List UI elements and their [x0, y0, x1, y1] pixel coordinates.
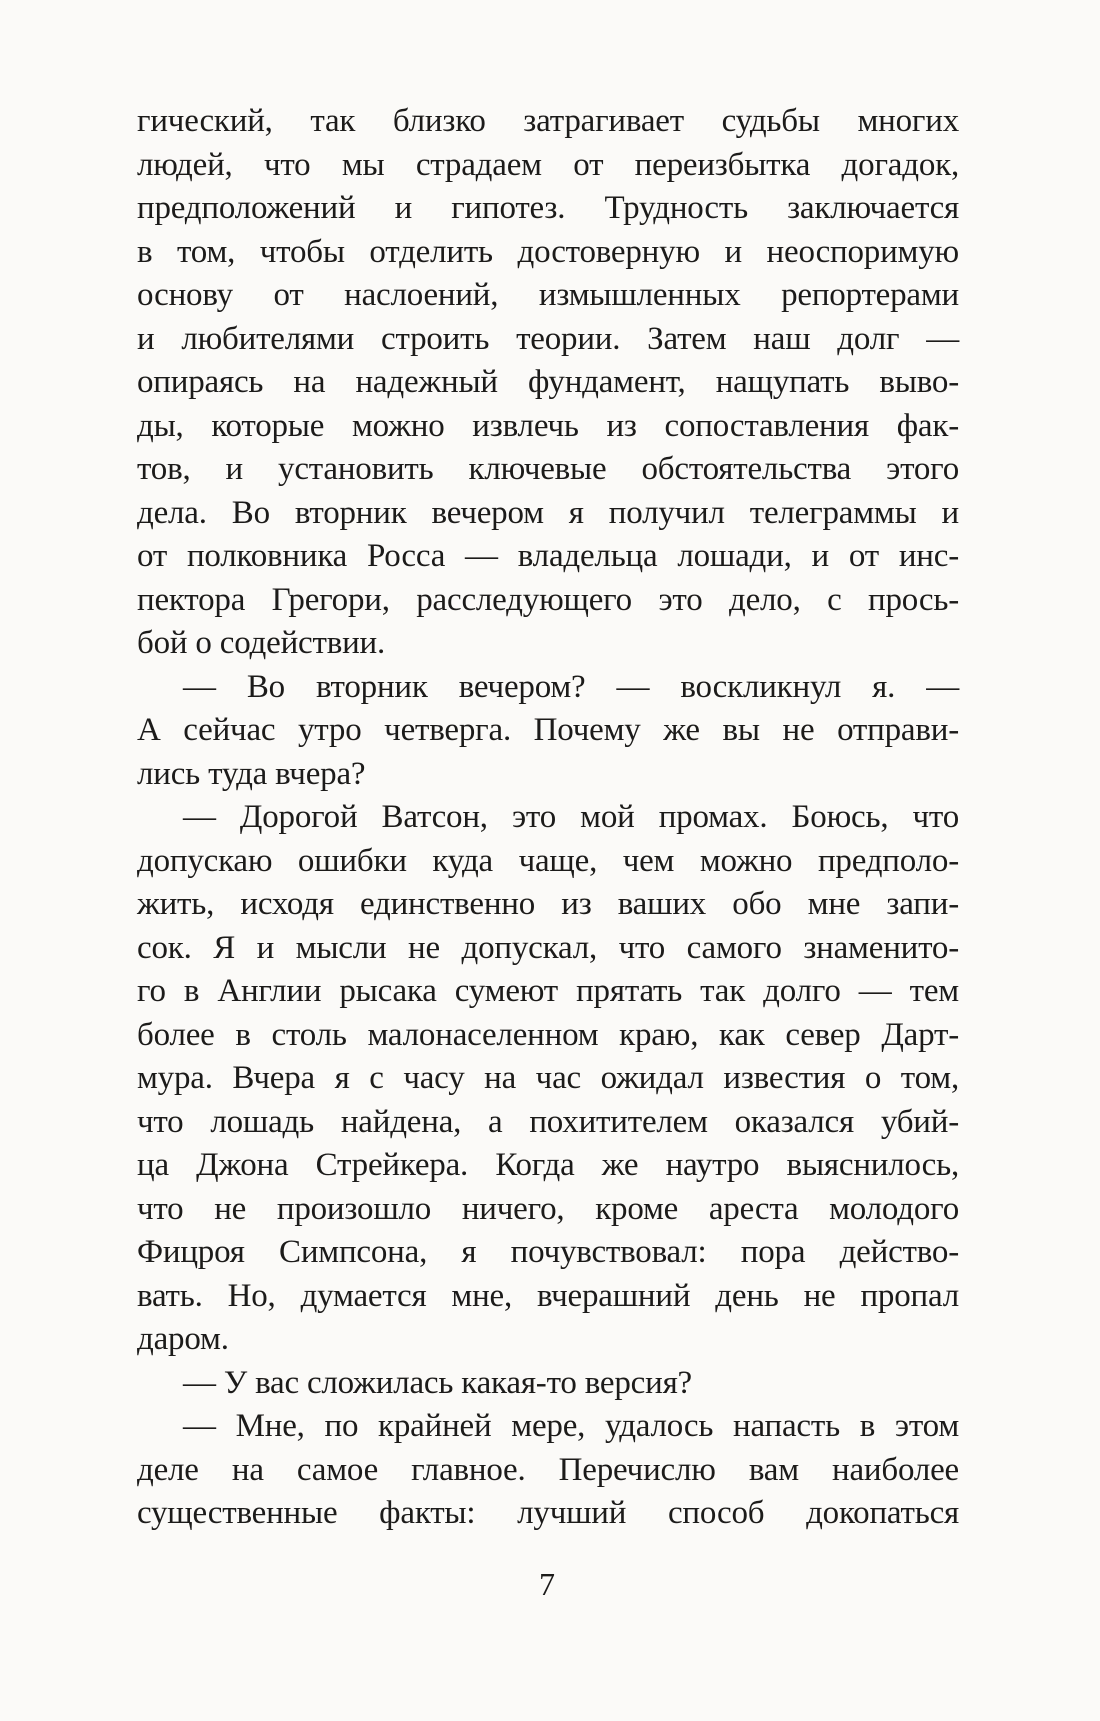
text-line: вать. Но, думается мне, вчерашний день не пропал: [137, 1277, 959, 1314]
text-line: опираясь на надежный фундамент, нащупать выво-: [137, 364, 959, 400]
text-line: гический, так близко затрагивает судьбы многих: [137, 103, 959, 139]
text-line: мура. Вчера я с часу на час ожидал известия о том,: [137, 1060, 959, 1096]
text-line: людей, что мы страдаем от переизбытка догадок,: [137, 146, 959, 183]
text-line: в том, чтобы отделить достоверную и неоспоримую: [137, 233, 959, 270]
text-line: пектора Грегори, расследующего это дело, с прось-: [137, 581, 959, 618]
text-line: основу от наслоений, измышленных репортерами: [137, 277, 959, 313]
text-line: и любителями строить теории. Затем наш долг —: [137, 320, 959, 357]
text-line: лись туда вчера?: [137, 755, 366, 792]
text-line: А сейчас утро четверга. Почему же вы не отправи-: [137, 712, 959, 748]
text-line: — У вас сложилась какая-то версия?: [183, 1364, 693, 1401]
text-line: жить, исходя единственно из ваших обо мне запи-: [137, 886, 959, 922]
text-line: более в столь малонаселенном краю, как север Дарт-: [137, 1016, 959, 1053]
text-line: — Мне, по крайней мере, удалось напасть в этом: [183, 1408, 959, 1444]
text-line: даром.: [137, 1321, 229, 1357]
text-column: [137, 100, 959, 1536]
text-line: Фицроя Симпсона, я почувствовал: пора действо-: [137, 1234, 959, 1270]
text-line: предположений и гипотез. Трудность заключается: [137, 190, 959, 226]
text-line: тов, и установить ключевые обстоятельства этого: [137, 451, 959, 487]
text-line: дела. Во вторник вечером я получил телеграммы и: [137, 494, 959, 531]
text-line: допускаю ошибки куда чаще, чем можно предполо-: [137, 842, 959, 879]
text-line: ца Джона Стрейкера. Когда же наутро выяснилось,: [137, 1147, 959, 1183]
text-line: ды, которые можно извлечь из сопоставления фак-: [137, 407, 959, 444]
text-line: что не произошло ничего, кроме ареста молодого: [137, 1190, 959, 1227]
text-line: — Дорогой Ватсон, это мой промах. Боюсь, что: [183, 799, 959, 835]
text-line: бой о содействии.: [137, 625, 386, 661]
text-line: — Во вторник вечером? — воскликнул я. —: [183, 668, 959, 705]
text-line: сок. Я и мысли не допускал, что самого знаменито-: [137, 929, 959, 966]
text-line: от полковника Росса — владельца лошади, и от инс-: [137, 538, 959, 574]
text-line: что лошадь найдена, а похитителем оказался убий-: [137, 1103, 959, 1140]
page-number: 7: [539, 1566, 555, 1602]
text-line: деле на самое главное. Перечислю вам наиболее: [137, 1451, 959, 1488]
text-line: существенные факты: лучший способ докопаться: [137, 1495, 959, 1531]
text-line: го в Англии рысака сумеют прятать так долго — тем: [137, 973, 959, 1009]
